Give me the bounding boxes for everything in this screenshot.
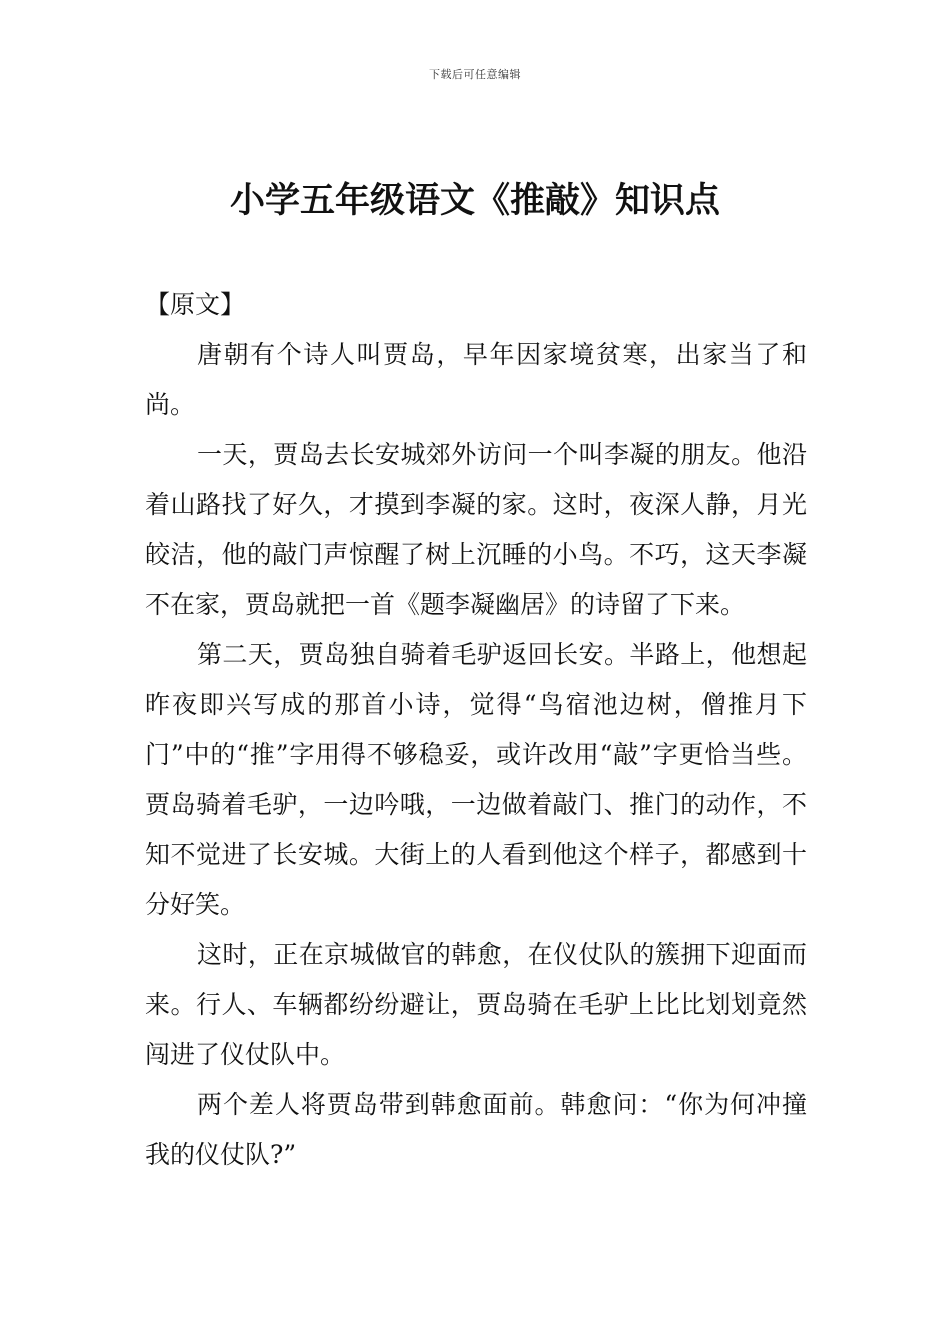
paragraph-5: 两个差人将贾岛带到韩愈面前。韩愈问：“你为何冲撞我的仪仗队?”: [145, 1090, 807, 1169]
page-title: 小学五年级语文《推敲》知识点: [229, 181, 720, 221]
page-header-note: 下载后可任意编辑: [429, 68, 521, 81]
document-body: [145, 280, 807, 1180]
paragraph-1: 唐朝有个诗人叫贾岛，早年因家境贫寒，出家当了和尚。: [145, 340, 807, 419]
paragraph-3: 第二天，贾岛独自骑着毛驴返回长安。半路上，他想起昨夜即兴写成的那首小诗，觉得“鸟宿池边树，僧推月下门”中的“推”字用得不够稳妥，或许改用“敲”字更恰当些。贾岛骑着毛驴，一边吟哦，一边做着敲门、推门的动作，不知不觉进了长安城。大街上的人看到他这个样子，都感到十分好笑。: [145, 640, 807, 919]
section-heading: 【原文】: [145, 290, 246, 319]
paragraph-2: 一天，贾岛去长安城郊外访问一个叫李凝的朋友。他沿着山路找了好久，才摸到李凝的家。这时，夜深人静，月光皎洁，他的敲门声惊醒了树上沉睡的小鸟。不巧，这天李凝不在家，贾岛就把一首《题李凝幽居》的诗留了下来。: [145, 440, 807, 619]
paragraph-4: 这时，正在京城做官的韩愈，在仪仗队的簇拥下迎面而来。行人、车辆都纷纷避让，贾岛骑在毛驴上比比划划竟然闯进了仪仗队中。: [145, 940, 807, 1069]
